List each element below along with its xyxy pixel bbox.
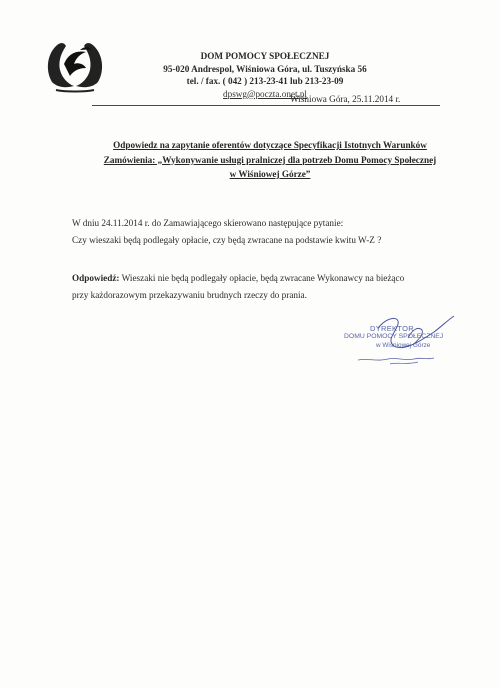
stamp-line-2: DOMU POMOCY SPOŁECZNEJ [344,333,444,340]
subject-line-3: w Wiśniowej Górze” [229,169,311,179]
subject-line-2: Zamówienia: „Wykonywanie usługi pralniczej dla potrzeb Domu Pomocy Społecznej [103,154,437,165]
answer-label: Odpowiedź: [72,273,120,283]
subject-line-1: Odpowiedz na zapytanie oferentów dotyczące Specyfikacji Istotnych Warunków [113,140,427,150]
institution-phone: tel. / fax. ( 042 ) 213-23-41 lub 213-23-09 [186,76,344,87]
answer-line-2: przy każdorazowym przekazywaniu brudnych rzeczy do prania. [72,290,307,300]
institution-logo-icon [44,34,106,94]
letterhead [130,50,400,100]
answer-line-1: Wieszaki nie będą podlegały opłacie, będą zwracane Wykonawcy na bieżąco [119,273,405,283]
stamp-line-1: DYREKTOR [370,324,414,333]
body-line-2: Czy wieszaki będą podlegały opłacie, czy będą zwracane na podstawie kwitu W-Z ? [72,235,382,245]
signature-icon [338,310,463,385]
stamp-line-3: w Wiśniowej Górze [376,342,431,349]
subject [60,138,480,182]
answer-text [72,270,472,304]
institution-email-link[interactable]: dpswg@poczta.onet.pl [223,88,307,99]
header-divider [92,105,440,106]
date-line: Wiśniowa Góra, 25.11.2014 r. [290,94,401,104]
question-text [72,215,472,249]
institution-address: 95-020 Andrespol, Wiśniowa Góra, ul. Tuszyńska 56 [163,63,367,74]
body-line-1: W dniu 24.11.2014 r. do Zamawiającego skierowano następujące pytanie: [72,218,344,228]
institution-name: DOM POMOCY SPOŁECZNEJ [200,51,330,61]
